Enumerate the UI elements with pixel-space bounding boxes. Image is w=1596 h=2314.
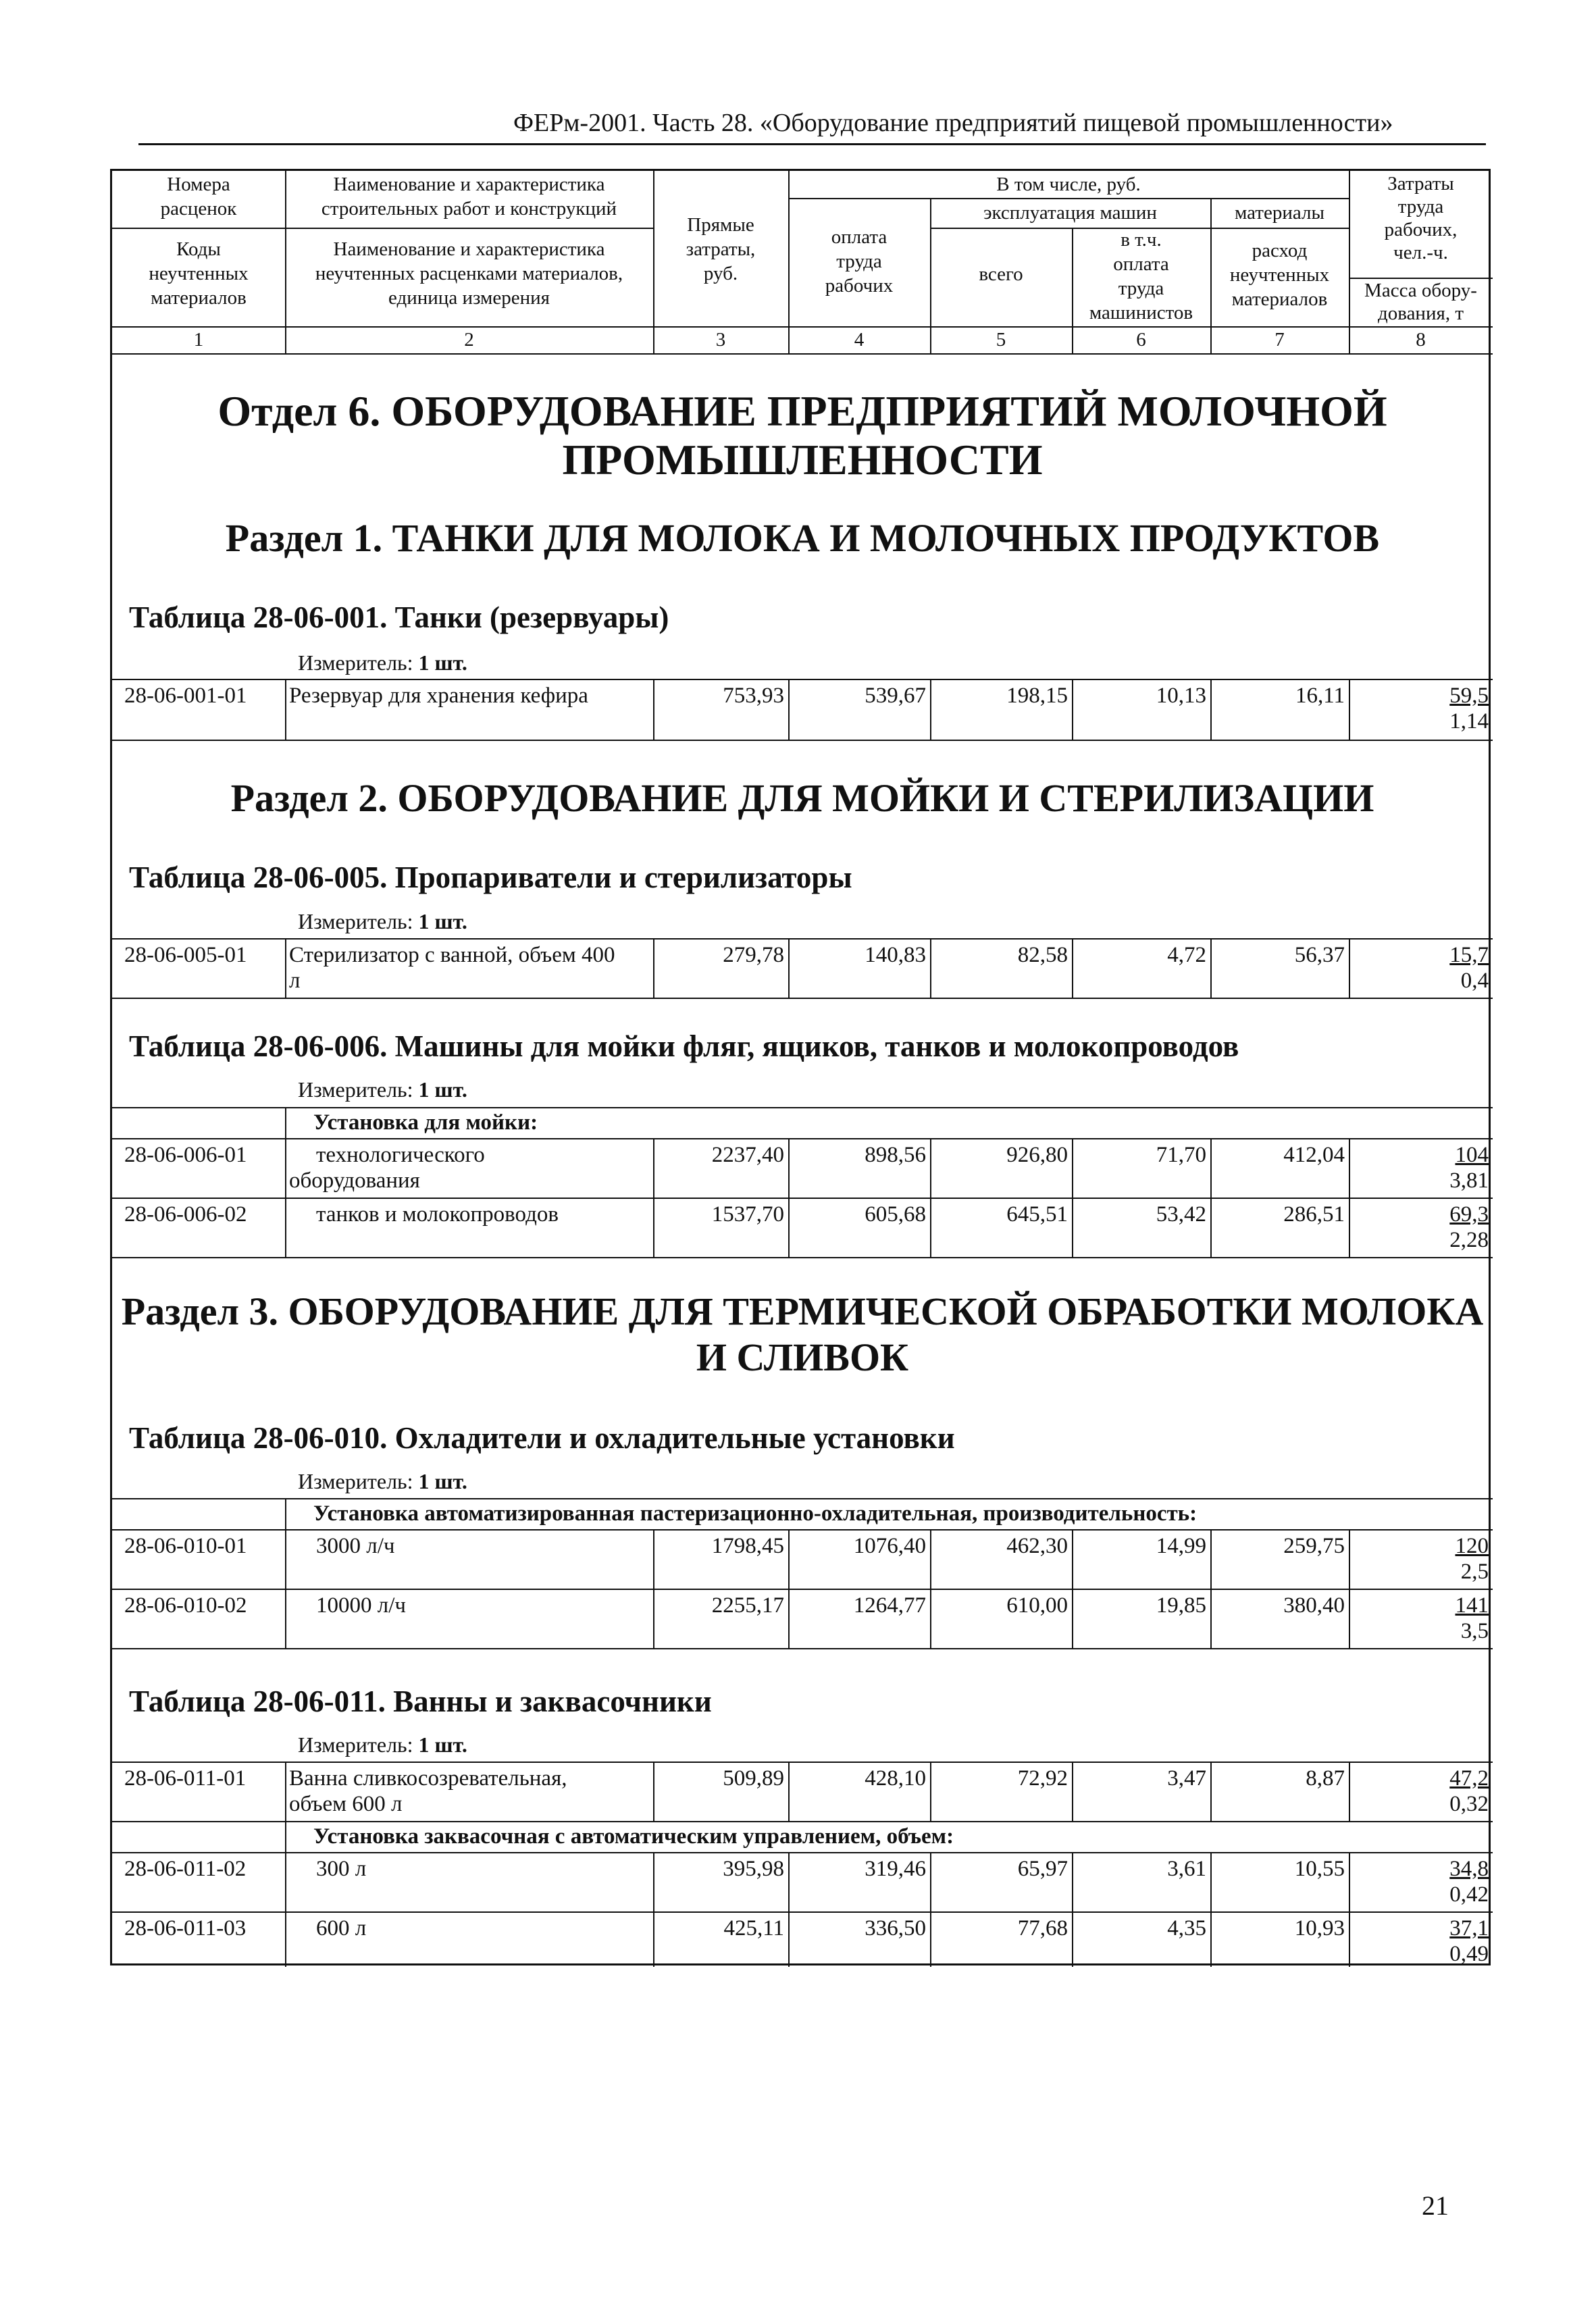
row-name: 10000 л/ч <box>285 1590 653 1649</box>
row-name: 600 л <box>285 1913 653 1967</box>
row-c6: 4,72 <box>1072 940 1210 999</box>
row-c8: 120 2,5 <box>1349 1531 1493 1590</box>
row-c5: 65,97 <box>930 1853 1072 1913</box>
group-row <box>112 1821 1493 1853</box>
row-c6: 3,61 <box>1072 1853 1210 1913</box>
col-number: 8 <box>1416 329 1426 351</box>
col5-header: всего <box>979 263 1023 285</box>
row-c4: 428,10 <box>788 1763 930 1822</box>
column-header <box>112 171 1493 353</box>
col1-bottom: Коды неучтенных материалов <box>149 238 249 309</box>
row-c7: 10,93 <box>1210 1913 1349 1967</box>
col3-header: Прямые затраты, руб. <box>686 214 756 284</box>
row-code: 28-06-006-02 <box>124 1202 247 1227</box>
row-c5: 610,00 <box>930 1590 1072 1649</box>
row-c8: 59,5 1,14 <box>1349 680 1493 741</box>
table-title-010: Таблица 28-06-010. Охладители и охладительные установки <box>129 1421 955 1455</box>
table-row <box>112 1911 1493 1967</box>
col-number: 5 <box>996 329 1006 351</box>
row-code: 28-06-001-01 <box>124 684 247 708</box>
unit-label: Измеритель: 1 шт. <box>298 1469 467 1493</box>
row-code: 28-06-005-01 <box>124 943 247 967</box>
row-c7: 259,75 <box>1210 1531 1349 1590</box>
group-label: Установка автоматизированная пастеризационно-охладительная, производительность: <box>285 1499 1493 1531</box>
row-c5: 926,80 <box>930 1139 1072 1199</box>
row-c6: 53,42 <box>1072 1199 1210 1258</box>
row-c7: 412,04 <box>1210 1139 1349 1199</box>
table-row <box>112 1138 1493 1199</box>
otdel-heading: Отдел 6. ОБОРУДОВАНИЕ ПРЕДПРИЯТИЙ МОЛОЧНОЙ ПРОМЫШЛЕННОСТИ <box>217 387 1387 484</box>
row-name: Ванна сливкосозревательная, объем 600 л <box>285 1763 653 1822</box>
row-c3: 425,11 <box>653 1913 788 1967</box>
col-group-materials: материалы <box>1235 202 1324 224</box>
table-title-001: Таблица 28-06-001. Танки (резервуары) <box>129 600 669 634</box>
row-c3: 2255,17 <box>653 1590 788 1649</box>
row-c6: 3,47 <box>1072 1763 1210 1822</box>
row-c8: 15,7 0,4 <box>1349 940 1493 999</box>
row-c4: 319,46 <box>788 1853 930 1913</box>
row-c7: 56,37 <box>1210 940 1349 999</box>
unit-label: Измеритель: 1 шт. <box>298 909 467 933</box>
row-c5: 198,15 <box>930 680 1072 741</box>
row-code: 28-06-011-03 <box>124 1916 247 1940</box>
row-c3: 2237,40 <box>653 1139 788 1199</box>
row-c8: 69,3 2,28 <box>1349 1199 1493 1258</box>
row-c6: 14,99 <box>1072 1531 1210 1590</box>
col1-top: Номера расценок <box>160 174 237 220</box>
col-number: 6 <box>1136 329 1146 351</box>
row-c7: 16,11 <box>1210 680 1349 741</box>
row-c7: 8,87 <box>1210 1763 1349 1822</box>
col-number: 4 <box>854 329 865 351</box>
row-c3: 1537,70 <box>653 1199 788 1258</box>
col2-top: Наименование и характеристика строительных работ и конструкций <box>321 174 617 220</box>
row-name: 300 л <box>285 1853 653 1913</box>
header-rule <box>138 143 1486 145</box>
running-header: ФЕРм-2001. Часть 28. «Оборудование предприятий пищевой промышленности» <box>513 109 1393 137</box>
row-c7: 380,40 <box>1210 1590 1349 1649</box>
col-number: 1 <box>193 329 204 351</box>
row-c3: 509,89 <box>653 1763 788 1822</box>
row-name: Резервуар для хранения кефира <box>285 680 653 741</box>
col8-top: Затраты труда рабочих, чел.-ч. <box>1384 173 1458 263</box>
row-c8: 34,8 0,42 <box>1349 1853 1493 1913</box>
page-number: 21 <box>1422 2190 1449 2221</box>
row-code: 28-06-010-01 <box>124 1534 247 1558</box>
row-code: 28-06-011-02 <box>124 1857 247 1881</box>
row-code: 28-06-010-02 <box>124 1593 247 1618</box>
row-c6: 10,13 <box>1072 680 1210 741</box>
table-row <box>112 679 1493 741</box>
row-c4: 1076,40 <box>788 1531 930 1590</box>
row-c8: 104 3,81 <box>1349 1139 1493 1199</box>
table-row <box>112 1589 1493 1649</box>
document-table-frame <box>110 169 1491 1965</box>
col-number: 2 <box>464 329 474 351</box>
group-label: Установка для мойки: <box>285 1108 1493 1139</box>
table-row <box>112 1198 1493 1258</box>
razdel-3-heading: Раздел 3. ОБОРУДОВАНИЕ ДЛЯ ТЕРМИЧЕСКОЙ ОБРАБОТКИ МОЛОКА И СЛИВОК <box>121 1289 1484 1379</box>
row-c3: 279,78 <box>653 940 788 999</box>
row-c3: 753,93 <box>653 680 788 741</box>
row-c4: 336,50 <box>788 1913 930 1967</box>
col6-header: в т.ч. оплата труда машинистов <box>1089 229 1193 324</box>
table-title-011: Таблица 28-06-011. Ванны и заквасочники <box>129 1685 712 1718</box>
table-row <box>112 1762 1493 1822</box>
row-c7: 286,51 <box>1210 1199 1349 1258</box>
row-c5: 462,30 <box>930 1531 1072 1590</box>
group-label: Установка заквасочная с автоматическим управлением, объем: <box>285 1822 1493 1853</box>
row-c5: 82,58 <box>930 940 1072 999</box>
col-number: 3 <box>715 329 726 351</box>
col2-bottom: Наименование и характеристика неучтенных расценками материалов, единица измерения <box>315 238 623 309</box>
row-c5: 72,92 <box>930 1763 1072 1822</box>
table-row <box>112 938 1493 999</box>
unit-label: Измеритель: 1 шт. <box>298 1077 467 1102</box>
col-group-machines: эксплуатация машин <box>983 202 1157 224</box>
row-c4: 898,56 <box>788 1139 930 1199</box>
row-c3: 395,98 <box>653 1853 788 1913</box>
row-c3: 1798,45 <box>653 1531 788 1590</box>
razdel-2-heading: Раздел 2. ОБОРУДОВАНИЕ ДЛЯ МОЙКИ И СТЕРИЛИЗАЦИИ <box>230 776 1374 820</box>
row-c4: 605,68 <box>788 1199 930 1258</box>
col4-header: оплата труда рабочих <box>825 226 894 297</box>
col7-header: расход неучтенных материалов <box>1229 240 1330 310</box>
table-row <box>112 1529 1493 1590</box>
row-code: 28-06-006-01 <box>124 1143 247 1167</box>
unit-label: Измеритель: 1 шт. <box>298 650 467 675</box>
row-c8: 47,2 0,32 <box>1349 1763 1493 1822</box>
col-group-header: В том числе, руб. <box>996 174 1141 195</box>
row-c5: 77,68 <box>930 1913 1072 1967</box>
table-title-006: Таблица 28-06-006. Машины для мойки фляг, ящиков, танков и молокопроводов <box>129 1029 1239 1063</box>
razdel-1-heading: Раздел 1. ТАНКИ ДЛЯ МОЛОКА И МОЛОЧНЫХ ПРОДУКТОВ <box>225 516 1380 560</box>
row-c6: 19,85 <box>1072 1590 1210 1649</box>
row-c8: 37,1 0,49 <box>1349 1913 1493 1967</box>
row-c4: 1264,77 <box>788 1590 930 1649</box>
col-number: 7 <box>1275 329 1285 351</box>
row-name: Стерилизатор с ванной, объем 400 л <box>285 940 653 999</box>
row-name: танков и молокопроводов <box>285 1199 653 1258</box>
table-row <box>112 1852 1493 1913</box>
row-c5: 645,51 <box>930 1199 1072 1258</box>
row-c6: 4,35 <box>1072 1913 1210 1967</box>
col8-bottom: Масса обору- дования, т <box>1364 280 1477 324</box>
row-code: 28-06-011-01 <box>124 1766 247 1791</box>
group-row <box>112 1107 1493 1139</box>
row-c4: 539,67 <box>788 680 930 741</box>
table-title-005: Таблица 28-06-005. Пропариватели и стерилизаторы <box>129 860 852 894</box>
row-c8: 141 3,5 <box>1349 1590 1493 1649</box>
group-row <box>112 1498 1493 1531</box>
row-name: 3000 л/ч <box>285 1531 653 1590</box>
row-name: технологического оборудования <box>285 1139 653 1199</box>
row-c4: 140,83 <box>788 940 930 999</box>
unit-label: Измеритель: 1 шт. <box>298 1732 467 1757</box>
row-c7: 10,55 <box>1210 1853 1349 1913</box>
row-c6: 71,70 <box>1072 1139 1210 1199</box>
